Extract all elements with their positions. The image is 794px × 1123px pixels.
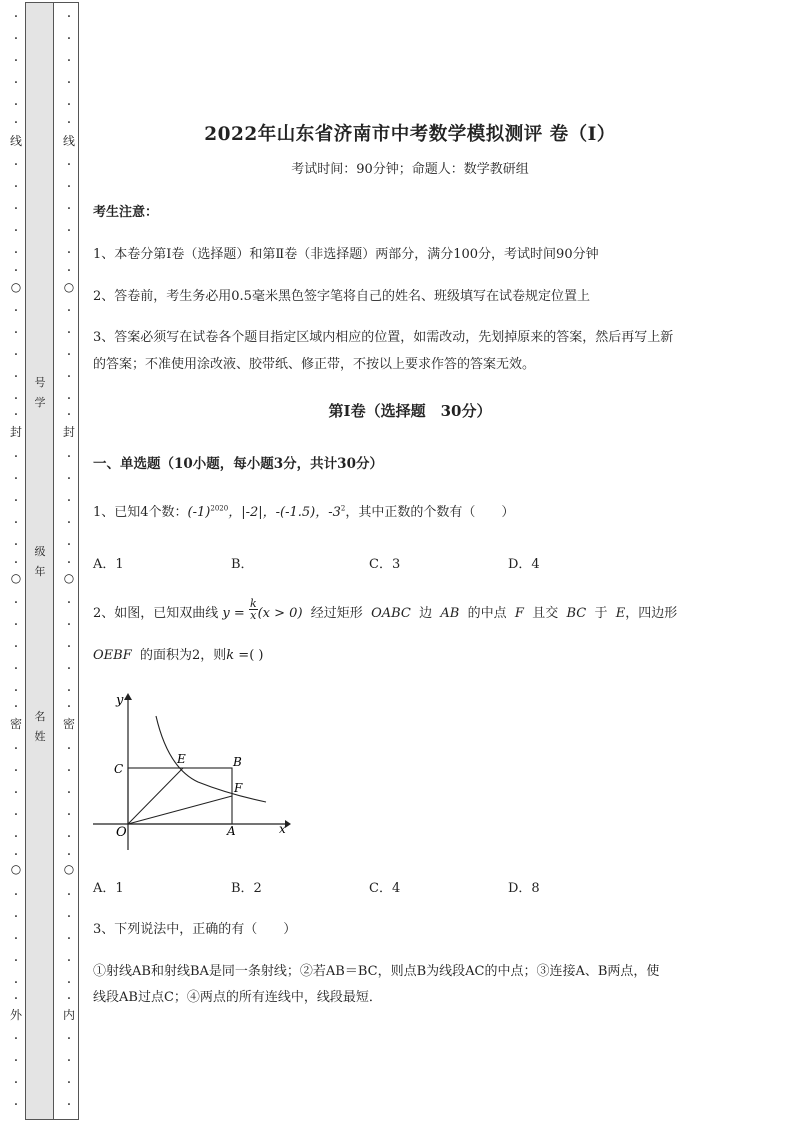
seal-circle-outer-1: ○ xyxy=(10,280,22,294)
q2-frac-den: x xyxy=(250,609,257,622)
label-f: F xyxy=(234,781,243,795)
label-o: O xyxy=(116,825,127,840)
q2-option-a[interactable]: A．1 xyxy=(93,881,124,896)
q2-option-d[interactable]: D．8 xyxy=(508,881,540,896)
rectangle-oabc xyxy=(128,768,232,824)
grade-label: 级 年 xyxy=(34,545,46,578)
q2-f: F xyxy=(514,606,524,621)
q2-text-d: 且交 xyxy=(532,606,559,621)
label-a: A xyxy=(227,824,236,838)
question-3-line-2: 线段AB过点C；④两点的所有连线中，线段最短． xyxy=(93,990,382,1005)
q2-ab: AB xyxy=(440,606,460,621)
q2-text-c: 的中点 xyxy=(467,606,507,621)
question-3-line-1: ①射线AB和射线BA是同一条射线；②若AB＝BC，则点B为线段AC的中点；③连接A、B两点，使 xyxy=(93,964,660,979)
q1-suffix: ，其中正数的个数有（ ） xyxy=(345,505,515,520)
seal-circle-inner-2: ○ xyxy=(63,571,75,585)
exam-title: 2022年山东省济南市中考数学模拟测评 卷（Ⅰ） xyxy=(204,124,616,145)
q2-oabc: OABC xyxy=(371,606,411,621)
q1-option-c[interactable]: C．3 xyxy=(369,557,401,572)
notes-heading: 考生注意： xyxy=(93,205,159,220)
q2-option-b[interactable]: B．2 xyxy=(231,881,262,896)
q2-y-eq: y = xyxy=(222,606,245,621)
seal-char-feng-inner: 封 xyxy=(62,425,75,439)
q1-exp2: 2 xyxy=(340,504,346,513)
seal-char-feng-outer: 封 xyxy=(9,425,22,439)
label-e: E xyxy=(177,752,186,766)
q2-text-b: 边 xyxy=(419,606,433,621)
label-c: C xyxy=(114,762,124,776)
seal-char-mi-outer: 密 xyxy=(9,717,22,731)
q2-oebf: OEBF xyxy=(93,648,132,663)
q2-prefix: 2、如图，已知双曲线 xyxy=(93,606,219,621)
section1-title: 一、单选题（10小题，每小题3分，共计30分） xyxy=(93,456,383,472)
student-number-label: 号 学 xyxy=(34,376,46,409)
seal-circle-outer-3: ○ xyxy=(10,862,22,876)
note-3-line-1: 3、答案必须写在试卷各个题目指定区域内相应的位置，如需改动，先划掉原来的答案，然后再写上新 xyxy=(93,330,674,345)
q2-frac-num: k xyxy=(249,597,257,610)
q1-option-a[interactable]: A．1 xyxy=(93,557,124,572)
q2-k-ask: k = xyxy=(226,648,250,663)
q2-text-a: 经过矩形 xyxy=(310,606,363,621)
q1-prefix: 1、已知4个数： xyxy=(93,505,188,520)
label-y: y xyxy=(116,693,124,708)
seal-char-xian-outer: 线 xyxy=(9,134,22,148)
note-1: 1、本卷分第Ⅰ卷（选择题）和第Ⅱ卷（非选择题）两部分，满分100分，考试时间90分钟 xyxy=(93,247,599,262)
q2-graph xyxy=(88,690,293,850)
note-3-line-2: 的答案；不准使用涂改液、胶带纸、修正带，不按以上要求作答的答案无效。 xyxy=(93,357,536,372)
seal-circle-inner-3: ○ xyxy=(63,862,75,876)
question-3-stem: 3、下列说法中，正确的有（ ） xyxy=(93,922,297,937)
question-1 xyxy=(93,501,514,520)
q1-exp1: 2020 xyxy=(210,504,229,513)
part1-title: 第Ⅰ卷（选择题 30分） xyxy=(328,402,492,420)
q1-expr1: (-1) xyxy=(187,505,211,520)
segment-of xyxy=(128,796,232,824)
label-x: x xyxy=(279,822,286,836)
seal-circle-outer-2: ○ xyxy=(10,571,22,585)
seal-line-inner: · · · · · · 线 · · · · · · ○ · · · · · · 封 · · · · · · ○ · · · · · · 密 · · · · · · ○ · · · · · · 内 · · · · xyxy=(62,9,75,1113)
q1-expr2: ，|-2|，-(-1.5)，-3 xyxy=(228,505,341,520)
x-axis-arrow-icon xyxy=(285,820,291,828)
q2-e: E xyxy=(615,606,626,621)
exam-subtitle: 考试时间：90分钟；命题人：数学教研组 xyxy=(291,162,529,177)
y-axis-arrow-icon xyxy=(124,693,132,700)
q2-cond: (x > 0) xyxy=(257,606,303,621)
hyperbola-curve xyxy=(156,716,266,802)
question-2-line-2 xyxy=(93,644,263,663)
label-b: B xyxy=(233,755,242,769)
seal-char-xian-inner: 线 xyxy=(62,134,75,148)
q2-fraction xyxy=(249,598,258,621)
question-2-line-1 xyxy=(93,597,678,622)
note-2: 2、答卷前，考生务必用0.5毫米黑色签字笔将自己的姓名、班级填写在试卷规定位置上 xyxy=(93,289,590,304)
q2-text-f: ，四边形 xyxy=(625,606,678,621)
q2-bc: BC xyxy=(566,606,587,621)
q2-paren: ( ) xyxy=(249,648,264,663)
seal-char-mi-inner: 密 xyxy=(62,717,75,731)
q1-option-b[interactable]: B． xyxy=(231,557,254,572)
q2-text-g: 的面积为2，则 xyxy=(140,648,227,663)
seal-char-nei: 内 xyxy=(62,1008,75,1022)
seal-line-outer: · · · · · · 线 · · · · · · ○ · · · · · · 封 · · · · · · ○ · · · · · · 密 · · · · · · ○ · · · · · · 外 · · · · xyxy=(9,9,22,1113)
q2-option-c[interactable]: C．4 xyxy=(369,881,401,896)
seal-circle-inner-1: ○ xyxy=(63,280,75,294)
segment-oe xyxy=(128,768,183,824)
seal-char-wai: 外 xyxy=(9,1008,22,1022)
q2-text-e: 于 xyxy=(594,606,608,621)
q1-option-d[interactable]: D．4 xyxy=(508,557,540,572)
name-label: 名 姓 xyxy=(34,710,46,743)
